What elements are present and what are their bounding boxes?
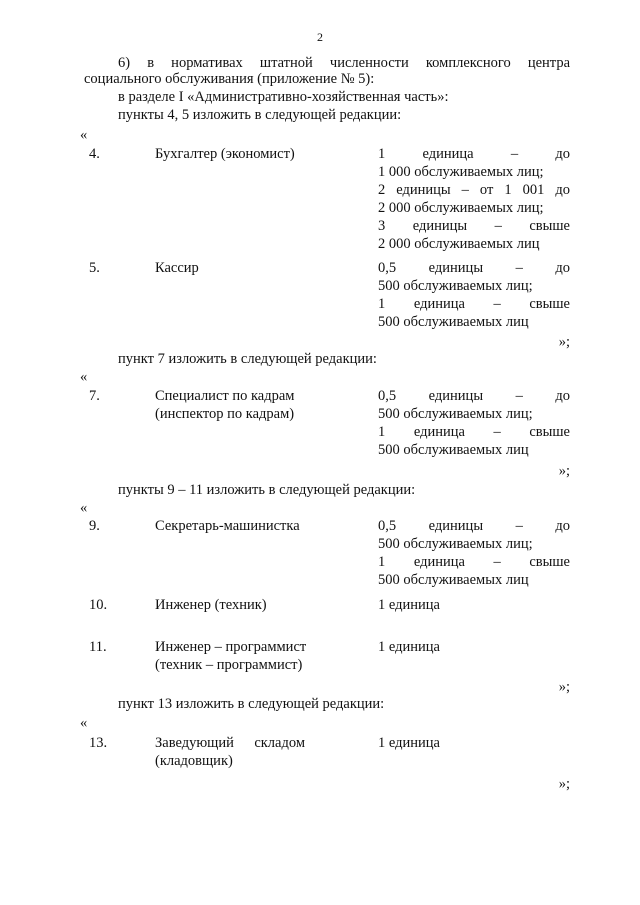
quantity-line: 1 единица — [378, 639, 440, 655]
close-quote: »; — [558, 334, 570, 350]
quantity-line: 0,5 единицы – до — [378, 260, 570, 276]
lead-point-7: пункт 7 изложить в следующей редакции: — [118, 351, 377, 367]
close-quote: »; — [558, 679, 570, 695]
quantity-line: 1 000 обслуживаемых лиц; — [378, 164, 544, 180]
quantity-line: 500 обслуживаемых лиц — [378, 572, 529, 588]
position-name: Заведующий складом — [155, 735, 305, 751]
position-name: Секретарь-машинистка — [155, 518, 300, 534]
intro-line-1: 6) в нормативах штатной численности комплексного центра — [118, 55, 570, 71]
quantity-line: 1 единица – свыше — [378, 296, 570, 312]
page-number: 2 — [317, 30, 323, 44]
position-name: (кладовщик) — [155, 753, 233, 769]
quantity-line: 1 единица – свыше — [378, 424, 570, 440]
position-name: Специалист по кадрам — [155, 388, 295, 404]
quantity-line: 2 000 обслуживаемых лиц — [378, 236, 540, 252]
lead-points-9-11: пункты 9 – 11 изложить в следующей редакции: — [118, 482, 416, 498]
item-number: 10. — [89, 597, 108, 613]
quantity-line: 1 единица — [378, 735, 440, 751]
item-number: 4. — [89, 146, 100, 162]
item-number: 7. — [89, 388, 100, 404]
close-quote: »; — [558, 776, 570, 792]
quantity-line: 500 обслуживаемых лиц; — [378, 278, 533, 294]
position-name: Бухгалтер (экономист) — [155, 146, 295, 162]
quantity-line: 500 обслуживаемых лиц — [378, 314, 529, 330]
quantity-line: 3 единицы – свыше — [378, 218, 570, 234]
quantity-line: 2 000 обслуживаемых лиц; — [378, 200, 544, 216]
lead-point-13: пункт 13 изложить в следующей редакции: — [118, 696, 385, 712]
position-name: Кассир — [155, 260, 199, 276]
position-name: Инженер – программист — [155, 639, 307, 655]
quantity-line: 500 обслуживаемых лиц; — [378, 406, 533, 422]
position-name: (инспектор по кадрам) — [155, 406, 295, 422]
lead-points-4-5: пункты 4, 5 изложить в следующей редакции: — [118, 107, 402, 123]
item-number: 11. — [89, 639, 107, 655]
open-quote: « — [80, 369, 88, 385]
item-number: 9. — [89, 518, 100, 534]
open-quote: « — [80, 715, 88, 731]
quantity-line: 1 единица — [378, 597, 440, 613]
position-name: Инженер (техник) — [155, 597, 267, 613]
quantity-line: 500 обслуживаемых лиц — [378, 442, 529, 458]
quantity-line: 1 единица – до — [378, 146, 570, 162]
intro-line-2: социального обслуживания (приложение № 5): — [84, 71, 375, 87]
open-quote: « — [80, 500, 88, 516]
item-number: 5. — [89, 260, 100, 276]
quantity-line: 0,5 единицы – до — [378, 388, 570, 404]
close-quote: »; — [558, 463, 570, 479]
position-name: (техник – программист) — [155, 657, 303, 673]
quantity-line: 0,5 единицы – до — [378, 518, 570, 534]
quantity-line: 2 единицы – от 1 001 до — [378, 182, 570, 198]
quantity-line: 500 обслуживаемых лиц; — [378, 536, 533, 552]
item-number: 13. — [89, 735, 108, 751]
quantity-line: 1 единица – свыше — [378, 554, 570, 570]
section-line: в разделе I «Административно-хозяйственная часть»: — [118, 89, 449, 105]
open-quote: « — [80, 127, 88, 143]
